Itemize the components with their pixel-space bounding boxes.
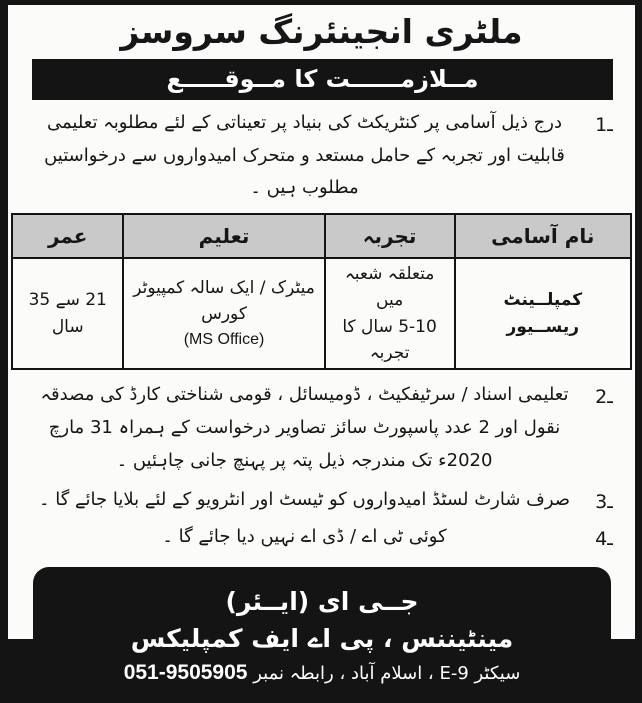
list-item-3: [8, 484, 635, 520]
list-item-2: [8, 379, 635, 477]
list-item-4: [8, 521, 635, 557]
item-text: تعلیمی اسناد / سرٹیفکیٹ ، ڈومیسائل ، قومی شناختی کارڈ کی مصدقہ نقول اور 2 عدد پاسپورٹ سائز تصاویر درخواست کے ہمراہ 31 مارچ 2020ء تک مندرجہ ذیل پتہ پر پہنچ جانی چاہئیں ۔: [40, 384, 569, 471]
experience-line1: متعلقہ شعبہ میں: [344, 264, 435, 311]
job-opportunity-banner: [32, 59, 613, 100]
contact-address-box: [33, 567, 611, 703]
cell-age: 21 سے 35 سال: [12, 258, 123, 369]
table-row: [12, 258, 631, 369]
contact-unit: جــی ای (ایــئر): [225, 587, 419, 617]
education-line2: (MS Office): [183, 330, 265, 348]
header-education: تعلیم: [123, 214, 324, 258]
header-experience: تجربہ: [325, 214, 455, 258]
item-number: 1ـ: [595, 113, 613, 136]
ad-title: ملٹری انجینئرنگ سروسز: [120, 12, 523, 51]
header-post-name: نام آسامی: [455, 214, 631, 258]
ad-page: [8, 5, 635, 685]
contact-address-phone: [124, 661, 521, 685]
contact-phone-number: 051-9505905: [123, 661, 248, 685]
item-number: 3ـ: [595, 490, 613, 513]
post-line2: ریســیور: [506, 316, 580, 337]
list-item-1: [8, 107, 635, 205]
table-header-row: [12, 214, 631, 258]
item-number: 2ـ: [595, 386, 613, 409]
post-line1: کمپلــینٹ: [503, 290, 583, 311]
cell-education: [123, 258, 324, 369]
experience-line2: 5-10 سال کا تجربہ: [342, 316, 437, 364]
item-text: درج ذیل آسامی پر کنٹریکٹ کی بنیاد پر تعیناتی کے لئے مطلوبہ تعلیمی قابلیت اور تجربہ کے حامل مستعد و متحرک امیدواروں سے درخواستیں مطلوب ہیں ۔: [44, 111, 565, 199]
item-text: صرف شارٹ لسٹڈ امیدواروں کو ٹیسٹ اور انٹرویو کے لئے بلایا جائے گا ۔: [38, 488, 571, 510]
vacancy-table: [11, 213, 632, 370]
cell-post-name: [455, 258, 631, 369]
contact-organization: مینٹیننس ، پی اے ایف کمپلیکس: [130, 624, 514, 654]
cell-experience: [325, 258, 455, 369]
item-text: کوئی ٹی اے / ڈی اے نہیں دیا جائے گا ۔: [162, 526, 447, 548]
education-line1: میٹرک / ایک سالہ کمپیوٹر کورس: [133, 278, 315, 325]
item-number: 4ـ: [595, 528, 613, 551]
header-age: عمر: [12, 214, 123, 258]
conditions-list: [8, 107, 635, 557]
contact-address: سیکٹر E-9 ، اسلام آباد ، رابطہ نمبر: [253, 663, 521, 685]
banner-text: مــلازمــــــت کا مــوقـــــع: [166, 65, 479, 94]
